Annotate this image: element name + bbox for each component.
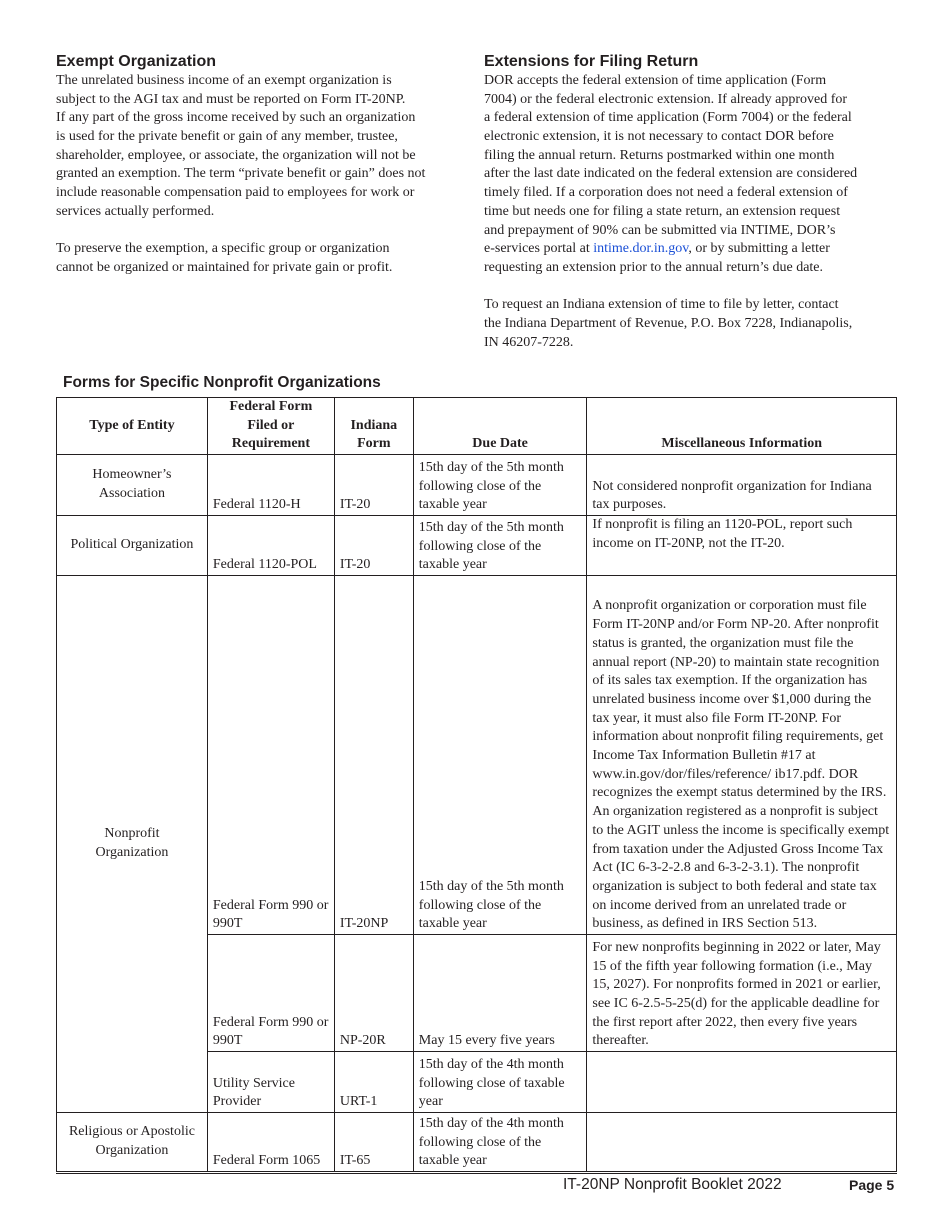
cell-entity: Homeowner’s Association	[57, 455, 208, 516]
cell-entity: Political Organization	[57, 516, 208, 576]
cell-misc: A nonprofit organization or corporation must file Form IT-20NP and/or Form NP-20. After nonprofit status is granted, the organization must file the annual report (NP-20) to maintain state recognition of its sales tax exemption. If the organization has unrelated business income over $1,000 during the tax year, it must also file Form IT-20NP. For information about nonprofit filing requirements, get Income Tax Information Bulletin #17 at www.in.gov/dor/files/reference/ ib17.pdf. DOR recognizes the exempt status determined by the IRS. An organization registered as a nonprofit is subject to the AGIT unless the income is specifically exempt from taxation under the Adjusted Gross Income Tax Act (IC 6-3-2-2.8 and 6-3-2-3.1). The nonprofit organization is subject to both federal and state tax on income derived from an unrelated trade or business, as defined in IRS Section 513.	[587, 576, 897, 935]
exempt-organization-text	[56, 72, 425, 278]
cell-indiana: IT-20NP	[334, 576, 413, 935]
text-segment: , or by submitting a letter	[688, 241, 830, 257]
page-number: Page 5	[849, 1177, 895, 1193]
text-line: To preserve the exemption, a specific group or organization	[56, 241, 390, 257]
exempt-paragraph	[56, 240, 425, 277]
cell-indiana: IT-20	[334, 516, 413, 576]
text-line: include reasonable compensation paid to employees for work or	[56, 185, 415, 201]
exempt-organization-heading: Exempt Organization	[56, 53, 217, 70]
cell-federal: Federal 1120-POL	[207, 516, 334, 576]
cell-misc	[587, 1052, 897, 1113]
cell-misc: If nonprofit is filing an 1120-POL, report such income on IT-20NP, not the IT-20.	[587, 516, 897, 576]
cell-indiana: IT-20	[334, 455, 413, 516]
header-type-of-entity: Type of Entity	[57, 398, 208, 455]
table-row	[57, 576, 897, 935]
cell-federal: Federal Form 990 or 990T	[207, 576, 334, 935]
intime-link[interactable]: intime.dor.in.gov	[593, 241, 689, 257]
extensions-paragraph	[484, 296, 857, 352]
cell-federal: Federal Form 990 or 990T	[207, 935, 334, 1052]
text-line: The unrelated business income of an exempt organization is	[56, 73, 392, 88]
text-line: time but needs one for filing a state return, an extension request	[484, 203, 841, 219]
text-line: 7004) or the federal electronic extension. If already approved for	[484, 91, 848, 107]
text-line: services actually performed.	[56, 203, 215, 219]
table-header-row	[57, 398, 897, 455]
table-row	[57, 516, 897, 576]
text-line: the Indiana Department of Revenue, P.O. Box 7228, Indianapolis,	[484, 315, 853, 331]
header-due-date: Due Date	[413, 398, 587, 455]
cell-federal: Utility Service Provider	[207, 1052, 334, 1113]
text-line: subject to the AGI tax and must be reported on Form IT-20NP.	[56, 91, 406, 107]
cell-entity: Religious or Apostolic Organization	[57, 1113, 208, 1173]
extensions-heading: Extensions for Filing Return	[484, 53, 699, 70]
cell-due: 15th day of the 4th month following close of taxable year	[413, 1052, 587, 1113]
nonprofit-forms-table	[56, 397, 897, 1174]
text-line: timely filed. If a corporation does not need a federal extension of	[484, 185, 848, 201]
text-line: To request an Indiana extension of time to file by letter, contact	[484, 297, 839, 313]
text-line: requesting an extension prior to the annual return’s due date.	[484, 259, 824, 275]
header-misc-info: Miscellaneous Information	[587, 398, 897, 455]
text-line: shareholder, employee, or associate, the organization will not be	[56, 147, 416, 163]
extensions-text	[484, 72, 857, 352]
cell-due: May 15 every five years	[413, 935, 587, 1052]
cell-misc: Not considered nonprofit organization for Indiana tax purposes.	[587, 455, 897, 516]
cell-misc: For new nonprofits beginning in 2022 or later, May 15 of the fifth year following formation (i.e., May 15, 2027). For nonprofits formed in 2021 or earlier, see IC 6-2.5-5-25(d) for the applicable deadline for the first report after 2022, then every five years thereafter.	[587, 935, 897, 1052]
cell-due: 15th day of the 5th month following close of the taxable year	[413, 516, 587, 576]
cell-entity: Nonprofit Organization	[57, 576, 208, 1113]
text-line: and prepayment of 90% can be submitted via INTIME, DOR’s	[484, 222, 836, 238]
exempt-paragraph	[56, 72, 425, 222]
extensions-paragraph	[484, 72, 857, 240]
cell-indiana: IT-65	[334, 1113, 413, 1173]
text-line: is used for the private benefit or gain of any member, trustee,	[56, 129, 398, 145]
text-line: IN 46207-7228.	[484, 334, 574, 350]
table-row	[57, 455, 897, 516]
table-title: Forms for Specific Nonprofit Organizations	[63, 374, 381, 391]
table-row	[57, 1113, 897, 1173]
text-line: If any part of the gross income received by such an organization	[56, 110, 416, 126]
cell-indiana: URT-1	[334, 1052, 413, 1113]
text-segment: e-services portal at	[484, 241, 594, 257]
cell-federal: Federal 1120-H	[207, 455, 334, 516]
text-line: granted an exemption. The term “private benefit or gain” does not	[56, 166, 426, 182]
header-federal-form: Federal Form Filed or Requirement	[207, 398, 334, 455]
cell-due: 15th day of the 4th month following close of the taxable year	[413, 1113, 587, 1173]
cell-misc	[587, 1113, 897, 1173]
text-line	[484, 240, 857, 259]
header-indiana-form: Indiana Form	[334, 398, 413, 455]
cell-indiana: NP-20R	[334, 935, 413, 1052]
cell-federal: Federal Form 1065	[207, 1113, 334, 1173]
footer-title: IT-20NP Nonprofit Booklet 2022	[563, 1176, 782, 1193]
cell-due: 15th day of the 5th month following close of the taxable year	[413, 576, 587, 935]
text-line: electronic extension, it is not necessary to contact DOR before	[484, 129, 834, 145]
text-line: cannot be organized or maintained for private gain or profit.	[56, 259, 393, 275]
text-line: DOR accepts the federal extension of time application (Form	[484, 73, 827, 88]
text-line: a federal extension of time application (Form 7004) or the federal	[484, 110, 852, 126]
cell-due: 15th day of the 5th month following close of the taxable year	[413, 455, 587, 516]
text-line: filing the annual return. Returns postmarked within one month	[484, 147, 835, 163]
text-line: after the last date indicated on the federal extension are considered	[484, 166, 858, 182]
